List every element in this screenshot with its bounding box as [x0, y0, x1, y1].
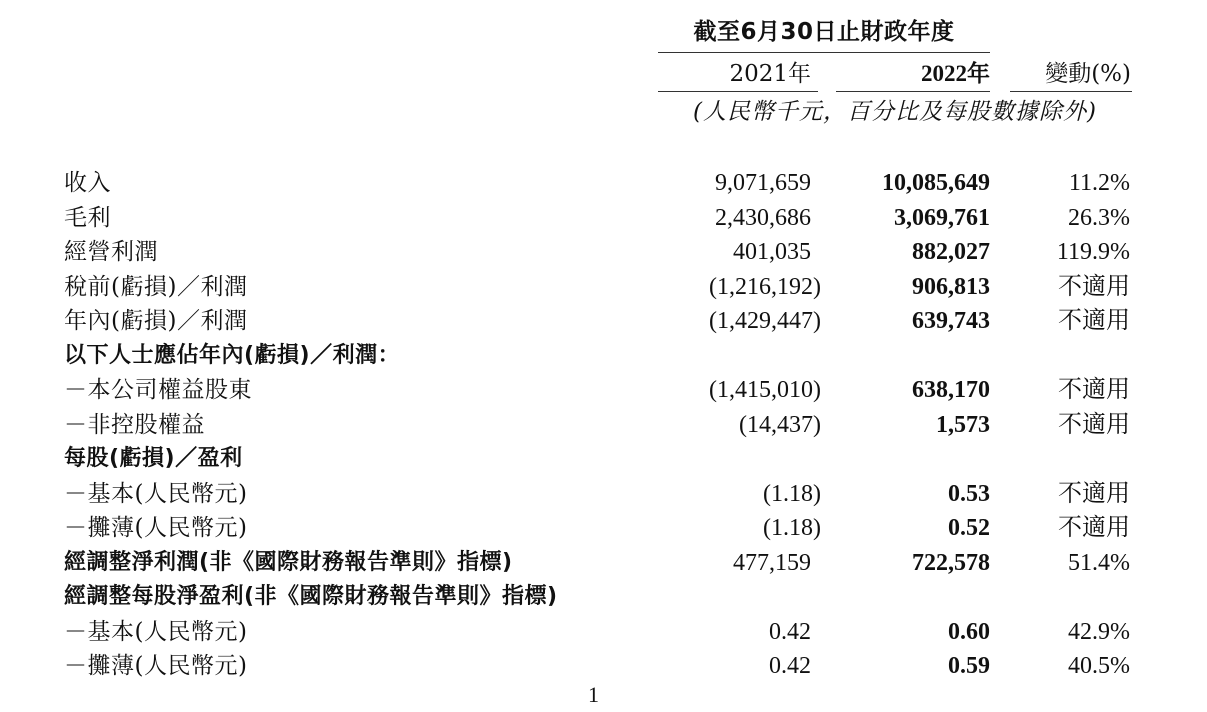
value-change: 不適用: [1058, 411, 1130, 438]
table-row: [0, 615, 1207, 649]
value-2022: 1,573: [936, 411, 990, 438]
value-change: 11.2%: [1068, 170, 1130, 196]
value-change: 不適用: [1058, 273, 1130, 300]
table-row: [0, 373, 1207, 407]
value-2022: 10,085,649: [882, 170, 990, 196]
value-2021: 477,159: [733, 549, 811, 576]
value-change: 不適用: [1058, 480, 1130, 507]
row-label: 經營利潤: [64, 239, 158, 265]
value-change: 40.5%: [1068, 653, 1130, 679]
period-title: 截至6月30日止財政年度: [693, 19, 955, 45]
value-change: 119.9%: [1056, 239, 1130, 265]
value-2022: 0.59: [948, 653, 990, 679]
row-label: －本公司權益股東: [64, 377, 252, 403]
value-2021: 0.42: [769, 618, 811, 645]
value-change: 不適用: [1058, 308, 1130, 334]
row-label: －攤薄(人民幣元): [64, 515, 248, 541]
row-label: －基本(人民幣元): [64, 618, 248, 645]
table-row: [0, 511, 1207, 545]
table-row: [0, 235, 1207, 269]
row-label: 每股(虧損)／盈利: [64, 446, 243, 471]
value-change: 26.3%: [1068, 204, 1130, 231]
value-2021: 9,071,659: [715, 170, 811, 196]
column-header-change: 變動(%): [1045, 61, 1131, 87]
row-label: －基本(人民幣元): [64, 480, 248, 507]
value-2022: 0.60: [948, 618, 990, 645]
value-2021: (14,437): [739, 411, 821, 438]
units-note: (人民幣千元，百分比及每股數據除外): [693, 99, 1097, 125]
value-2021: (1,415,010): [709, 377, 821, 403]
value-2021: 401,035: [733, 239, 811, 265]
column-change-rule: [1010, 91, 1132, 92]
table-row: [0, 201, 1207, 235]
value-2022: 722,578: [912, 549, 990, 576]
row-label: 稅前(虧損)／利潤: [64, 273, 248, 300]
value-2021: (1,429,447): [709, 308, 821, 334]
table-row: [0, 442, 1207, 476]
table-row: [0, 580, 1207, 614]
value-2022: 882,027: [912, 239, 990, 265]
value-change: 51.4%: [1068, 549, 1130, 576]
table-row: [0, 649, 1207, 683]
row-label: 經調整每股淨盈利(非《國際財務報告準則》指標): [64, 584, 558, 609]
value-2022: 906,813: [912, 273, 990, 300]
value-change: 不適用: [1058, 515, 1130, 541]
table-row: [0, 339, 1207, 373]
value-2022: 0.53: [948, 480, 990, 507]
row-label: 毛利: [64, 204, 111, 231]
value-2021: (1,216,192): [709, 273, 821, 300]
table-row: [0, 546, 1207, 580]
row-label: －非控股權益: [64, 411, 205, 438]
value-change: 42.9%: [1068, 618, 1130, 645]
column-header-2021: 2021年: [729, 61, 811, 87]
table-row: [0, 477, 1207, 511]
page-number: 1: [588, 682, 599, 707]
value-change: 不適用: [1058, 377, 1130, 403]
value-2022: 639,743: [912, 308, 990, 334]
row-label: 經調整淨利潤(非《國際財務報告準則》指標): [64, 549, 513, 575]
row-label: 收入: [64, 170, 111, 196]
row-label: －攤薄(人民幣元): [64, 653, 248, 679]
value-2022: 3,069,761: [894, 204, 990, 231]
table-row: [0, 304, 1207, 338]
column-2021-rule: [658, 91, 818, 92]
value-2021: (1.18): [763, 480, 821, 507]
row-label: 年內(虧損)／利潤: [64, 308, 248, 334]
value-2022: 638,170: [912, 377, 990, 403]
value-2022: 0.52: [948, 515, 990, 541]
table-row: [0, 166, 1207, 200]
period-title-rule: [658, 52, 990, 53]
row-label: 以下人士應佔年內(虧損)／利潤：: [64, 342, 401, 368]
value-2021: 0.42: [769, 653, 811, 679]
value-2021: (1.18): [763, 515, 821, 541]
column-header-2022: 2022年: [921, 61, 990, 86]
value-2021: 2,430,686: [715, 204, 811, 231]
column-2022-rule: [836, 91, 990, 92]
table-row: [0, 270, 1207, 304]
table-row: [0, 408, 1207, 442]
